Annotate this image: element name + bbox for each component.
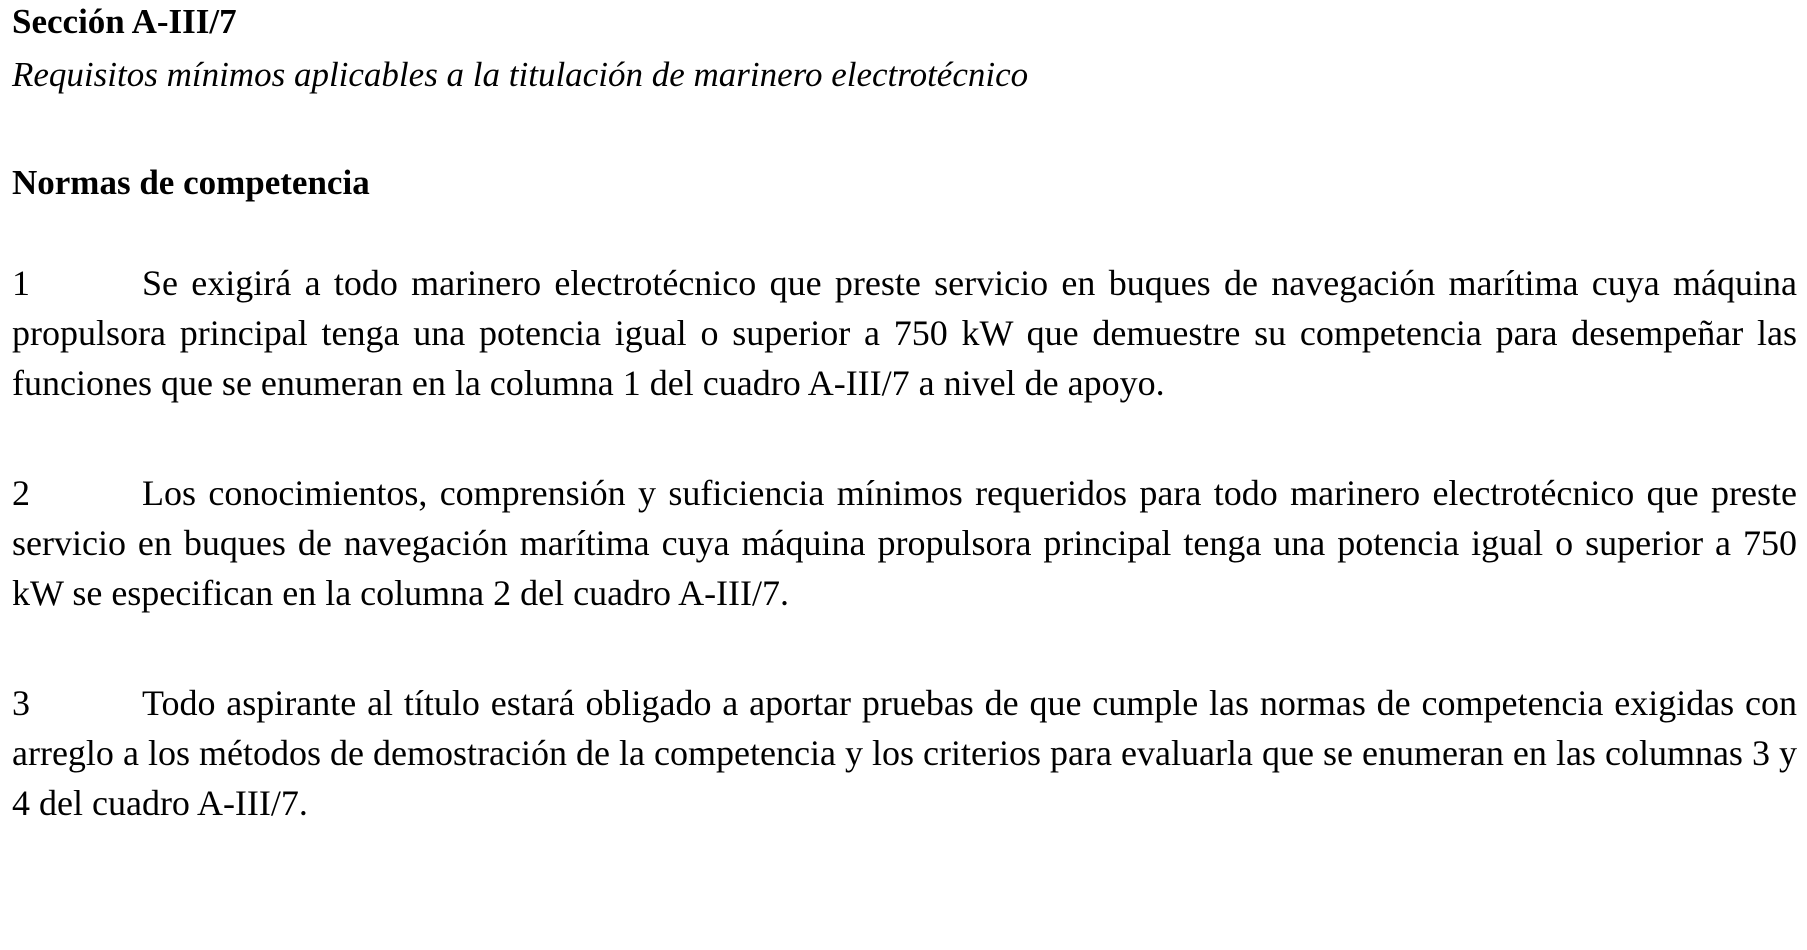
competence-heading: Normas de competencia bbox=[12, 163, 370, 202]
section-heading: Sección A-III/7 bbox=[12, 2, 237, 41]
document-page bbox=[12, 0, 1797, 828]
paragraph-number: 2 bbox=[12, 473, 30, 513]
paragraph-3 bbox=[12, 678, 1797, 828]
paragraph-1 bbox=[12, 258, 1797, 408]
paragraph-text: Todo aspirante al título estará obligado a aportar pruebas de que cumple las normas de competencia exigidas con arreglo a los métodos de demostración de la competencia y los criterios para evaluarla que se enumeran en las columnas 3 y 4 del cuadro A-III/7. bbox=[12, 683, 1797, 823]
paragraph-text: Se exigirá a todo marinero electrotécnico que preste servicio en buques de navegación marítima cuya máquina propulsora principal tenga una potencia igual o superior a 750 kW que demuestre su competencia para desempeñar las funciones que se enumeran en la columna 1 del cuadro A-III/7 a nivel de apoyo. bbox=[12, 263, 1797, 403]
paragraph-number: 1 bbox=[12, 263, 30, 303]
paragraph-text: Los conocimientos, comprensión y suficiencia mínimos requeridos para todo marinero electrotécnico que preste servicio en buques de navegación marítima cuya máquina propulsora principal tenga una potencia igual o superior a 750 kW se especifican en la columna 2 del cuadro A-III/7. bbox=[12, 473, 1797, 613]
paragraph-2 bbox=[12, 468, 1797, 618]
paragraph-number: 3 bbox=[12, 683, 30, 723]
section-subtitle: Requisitos mínimos aplicables a la titulación de marinero electrotécnico bbox=[12, 55, 1029, 94]
